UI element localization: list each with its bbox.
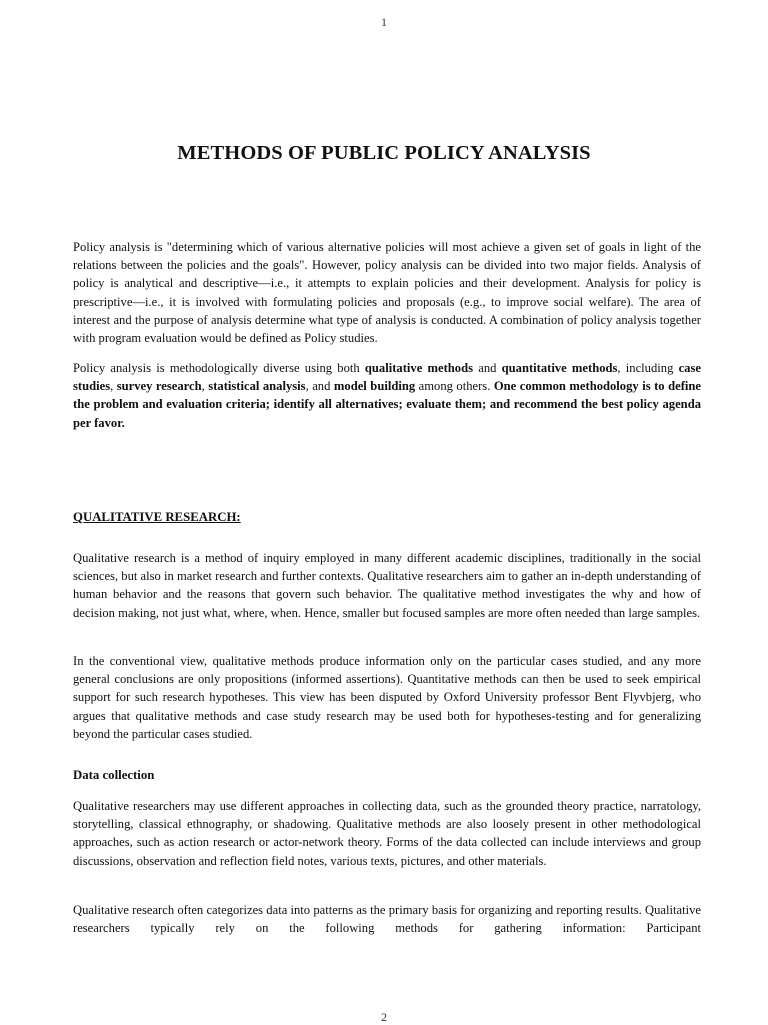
text-run: , bbox=[110, 379, 117, 394]
bold-term: case studies bbox=[73, 361, 701, 394]
text-run: , including bbox=[617, 361, 679, 375]
text-run: , bbox=[201, 379, 209, 394]
intro-paragraph-1: Policy analysis is "determining which of various alternative policies will most achieve a given set of goals in light of the relations between the policies and the goals". However, policy analysis can be divided into two major fields. Analysis of policy is analytical and descriptive—i.e., it attempts to explain policies and their development. Analysis for policy is prescriptive—i.e., it is involved with formulating policies and proposals (e.g., to improve social welfare). The area of interest and the purpose of analysis determine what type of analysis is conducted. A combination of policy analysis together with program evaluation would be defined as Policy studies. bbox=[73, 240, 701, 346]
text-run: and bbox=[473, 361, 502, 375]
qualitative-paragraph-2-block bbox=[73, 652, 701, 743]
qualitative-paragraph-1-block bbox=[73, 549, 701, 622]
data-collection-heading-block bbox=[73, 766, 701, 784]
bold-statement: One common methodology is to define the problem and evaluation criteria; identify all alternatives; evaluate them; and recommend the best policy agenda per favor. bbox=[73, 379, 701, 430]
section-heading-qualitative: QUALITATIVE RESEARCH: bbox=[73, 510, 241, 524]
text-run: Policy analysis is methodologically diverse using both bbox=[73, 361, 365, 375]
bold-term: qualitative methods bbox=[364, 361, 473, 375]
data-collection-paragraph-2-block bbox=[73, 901, 701, 937]
text-run: , and bbox=[305, 379, 334, 394]
bold-term: model building bbox=[333, 379, 416, 394]
bold-term: quantitative methods bbox=[501, 361, 618, 375]
bold-term: statistical analysis bbox=[208, 379, 306, 394]
data-collection-paragraph-2: Qualitative research often categorizes data into patterns as the primary basis for organizing and reporting results. Qualitative researchers typically rely on the following methods for gathering information: Participant bbox=[73, 903, 701, 936]
qualitative-paragraph-1: Qualitative research is a method of inquiry employed in many different academic disciplines, traditionally in the social sciences, but also in market research and further contexts. Qualitative researchers aim to gather an in-depth understanding of human behavior and the reasons that govern such behavior. The qualitative method investigates the why and how of decision making, not just what, where, when. Hence, smaller but focused samples are more often needed than large samples. bbox=[73, 551, 701, 620]
intro-section bbox=[73, 238, 701, 347]
intro-paragraph-2 bbox=[73, 359, 701, 432]
qualitative-paragraph-2: In the conventional view, qualitative methods produce information only on the particular cases studied, and any more general conclusions are only propositions (informed assertions). Quantitative methods can then be used to seek empirical support for such research hypotheses. This view has been disputed by Oxford University professor Bent Flyvbjerg, who argues that qualitative methods and case study research may be used both for hypotheses-testing and for generalizing beyond the particular cases studied. bbox=[73, 654, 701, 741]
data-collection-paragraph-1: Qualitative researchers may use different approaches in collecting data, such as the grounded theory practice, narratology, storytelling, classical ethnography, or shadowing. Qualitative methods are also loosely present in other methodological approaches, such as action research or actor-network theory. Forms of the data collected can include interviews and group discussions, observation and reflection field notes, various texts, pictures, and other materials. bbox=[73, 799, 701, 868]
intro-paragraph-2-block bbox=[73, 359, 701, 432]
document-title: METHODS OF PUBLIC POLICY ANALYSIS bbox=[177, 142, 591, 164]
bold-term: survey research bbox=[116, 379, 202, 394]
qualitative-heading-block bbox=[73, 508, 701, 526]
text-run: among others. bbox=[415, 379, 494, 394]
data-collection-paragraph-1-block bbox=[73, 797, 701, 870]
page-number-bottom: 2 bbox=[381, 1010, 387, 1024]
section-heading-data-collection: Data collection bbox=[73, 768, 155, 782]
page-number-top: 1 bbox=[381, 15, 387, 29]
